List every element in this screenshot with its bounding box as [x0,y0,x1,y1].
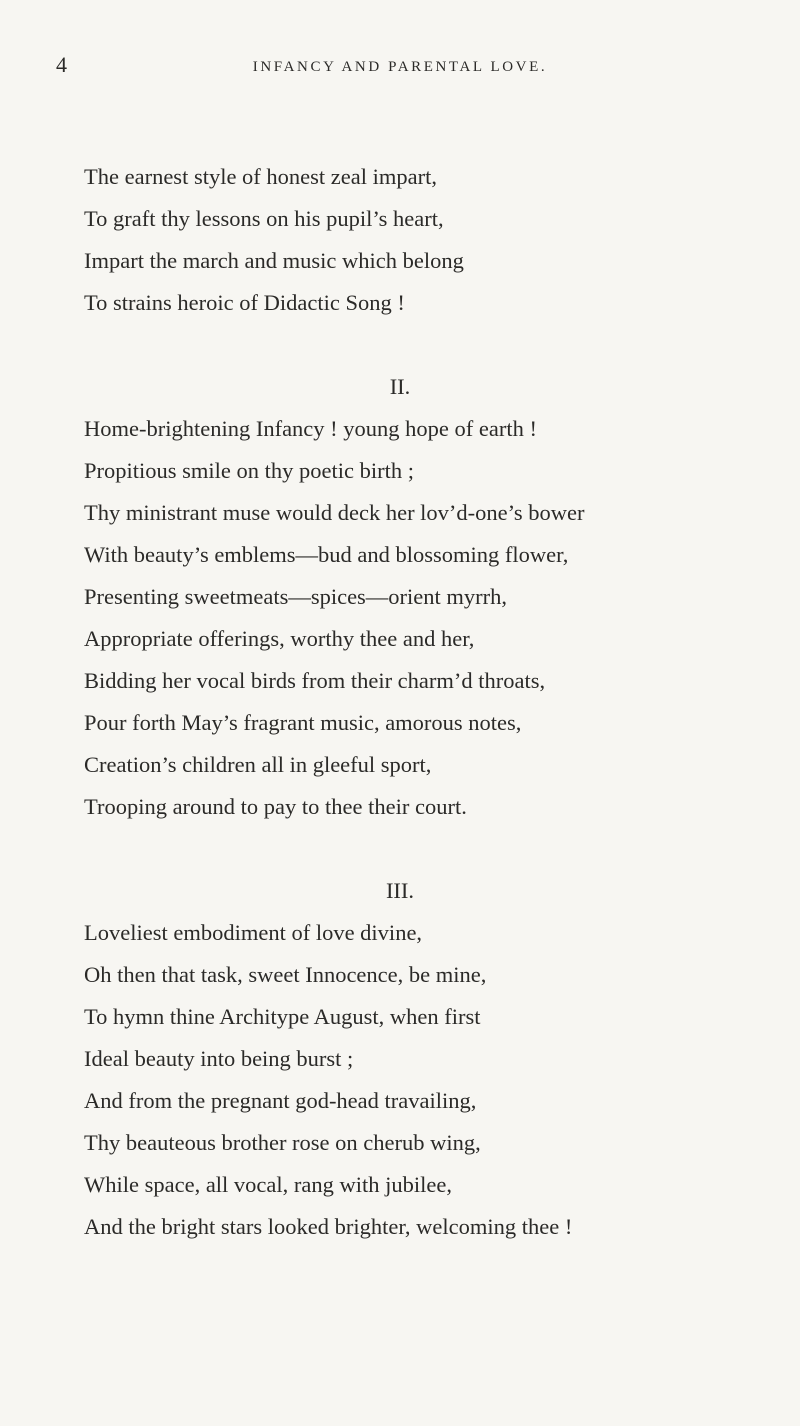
poem-line: Creation’s children all in gleeful sport, [84,752,432,777]
poem-line: To hymn thine Architype August, when first [84,1004,481,1029]
page-number: 4 [56,52,67,77]
poem-line: Thy ministrant muse would deck her lov’d-one’s bower [84,500,585,525]
poem-line: The earnest style of honest zeal impart, [84,164,437,189]
poem-line: And from the pregnant god-head travailing, [84,1088,477,1113]
poem-line: While space, all vocal, rang with jubilee, [84,1172,452,1197]
stanza-3 [84,912,800,1248]
poem-line: Presenting sweetmeats—spices—orient myrrh, [84,584,508,609]
poem-line: Propitious smile on thy poetic birth ; [84,458,414,483]
poem-line: Home-brightening Infancy ! young hope of earth ! [84,416,537,441]
stanza-1 [84,156,800,324]
poem-line: To graft thy lessons on his pupil’s heart, [84,206,444,231]
poem-body [84,156,800,1248]
poem-line: Bidding her vocal birds from their charm’d throats, [84,668,546,693]
poem-line: To strains heroic of Didactic Song ! [84,290,405,315]
poem-line: And the bright stars looked brighter, welcoming thee ! [84,1214,573,1239]
poem-line: Ideal beauty into being burst ; [84,1046,354,1071]
poem-line: Trooping around to pay to thee their court. [84,794,467,819]
poem-line: Appropriate offerings, worthy thee and her, [84,626,475,651]
poem-line: Oh then that task, sweet Innocence, be mine, [84,962,487,987]
poem-line: Pour forth May’s fragrant music, amorous notes, [84,710,522,735]
stanza-numeral-3: III. [385,878,415,903]
stanza-numeral-2: II. [389,374,411,399]
running-title: INFANCY AND PARENTAL LOVE. [252,59,548,75]
poem-line: With beauty’s emblems—bud and blossoming flower, [84,542,569,567]
stanza-2 [84,408,800,828]
poem-line: Thy beauteous brother rose on cherub wing, [84,1130,481,1155]
poem-line: Impart the march and music which belong [84,248,464,273]
poem-line: Loveliest embodiment of love divine, [84,920,423,945]
